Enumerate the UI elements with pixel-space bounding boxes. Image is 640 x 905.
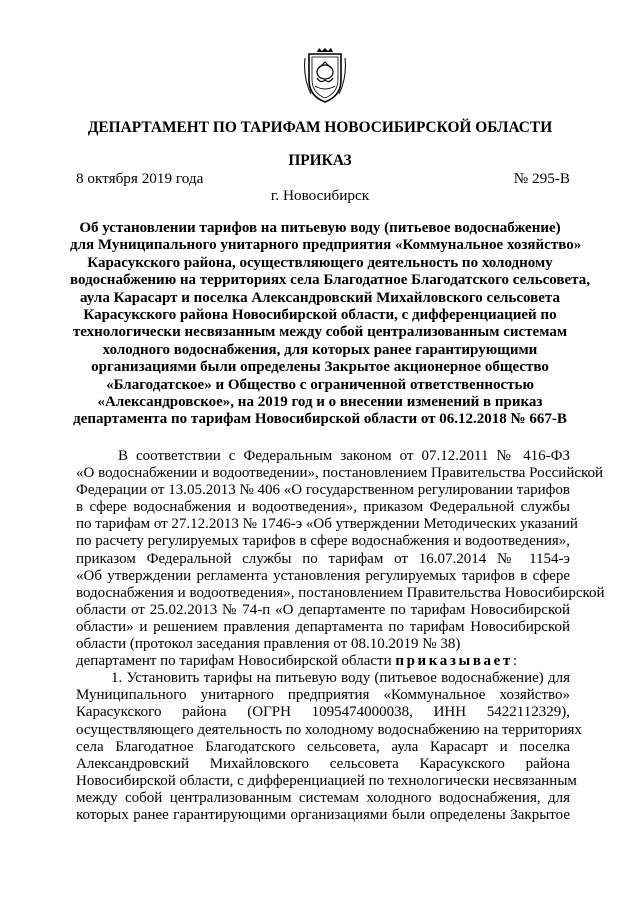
preamble-line: области (протокол заседания правления от 08.10.2019 № 38) xyxy=(76,636,461,653)
subject-line: «Благодатское» и Общество с ограниченной ответственностью xyxy=(106,376,534,393)
subject-line: холодного водоснабжения, для которых ранее гарантирующими xyxy=(102,341,538,358)
coat-of-arms-icon xyxy=(303,48,347,104)
item1-line: Карасукского района (ОГРН 1095474000038, ИНН 5422112329), xyxy=(76,704,570,721)
decree-prefix: департамент по тарифам Новосибирской области xyxy=(76,653,396,670)
decree-suffix: : xyxy=(512,653,518,670)
preamble-line: области» и решением правления департамента по тарифам Новосибирской xyxy=(76,618,570,635)
subject-line: Карасукского района Новосибирской области, с дифференциацией по xyxy=(83,307,557,324)
item1-line: которых ранее гарантирующими организациями были определены Закрытое xyxy=(76,806,570,823)
item1-line: между собой централизованным системам холодного водоснабжения, для xyxy=(76,789,570,806)
item1-line: села Благодатное Благодатского сельсовета, аула Карасарт и поселка xyxy=(76,738,570,755)
item1-line: Александровский Михайловского сельсовета Карасукского района xyxy=(76,755,570,772)
subject-line: «Александровское», на 2019 год и о внесении изменений в приказ xyxy=(97,394,543,411)
item1-line: Новосибирской области, с дифференциацией по технологически несвязанным xyxy=(76,772,577,789)
preamble-line: приказом Федеральной службы по тарифам от 16.07.2014 № 1154-э xyxy=(76,550,570,567)
preamble-line: по расчету регулируемых тарифов в сфере водоснабжения и водоотведения», xyxy=(76,533,570,550)
subject-line: департамента по тарифам Новосибирской области от 06.12.2018 № 667-В xyxy=(73,411,567,428)
subject-line: организациями были определены Закрытое акционерное общество xyxy=(91,359,549,376)
preamble-line: «О водоснабжении и водоотведении», постановлением Правительства Российской xyxy=(76,465,604,482)
subject-line: аула Карасарт и поселка Александровский Михайловского сельсовета xyxy=(80,289,560,306)
preamble-line: в сфере водоснабжения и водоотведения», приказом Федеральной службы xyxy=(76,499,570,516)
order-date: 8 октября 2019 года xyxy=(76,170,204,187)
preamble-line: области от 25.02.2013 № 74-п «О департаменте по тарифам Новосибирской xyxy=(76,601,570,618)
item1-line: осуществляющего деятельность по холодному водоснабжению на территориях xyxy=(76,721,582,738)
order-number: № 295-В xyxy=(513,170,570,187)
decree-line xyxy=(76,653,570,670)
preamble-line: В соответствии с Федеральным законом от 07.12.2011 № 416-ФЗ xyxy=(118,448,570,464)
order-subject xyxy=(70,220,590,429)
subject-line: для Муниципального унитарного предприятия «Коммунальное хозяйство» xyxy=(70,237,582,254)
item1-line: 1. Установить тарифы на питьевую воду (питьевое водоснабжение) для xyxy=(111,670,570,687)
preamble-line: по тарифам от 27.12.2013 № 1746-э «Об утверждении Методических указаний xyxy=(76,516,578,533)
decree-word: приказывает xyxy=(395,653,513,670)
preamble-line: «Об утверждении регламента установления регулируемых тарифов в сфере xyxy=(76,567,570,584)
item1-line: Муниципального унитарного предприятия «Коммунальное хозяйство» xyxy=(76,687,570,704)
subject-line: водоснабжению на территориях села Благодатное Благодатского сельсовета, xyxy=(70,272,590,289)
order-city: г. Новосибирск xyxy=(270,187,370,204)
department-title: ДЕПАРТАМЕНТ ПО ТАРИФАМ НОВОСИБИРСКОЙ ОБЛАСТИ xyxy=(87,119,553,136)
subject-line: технологически несвязанным между собой централизованным системам xyxy=(72,324,568,341)
preamble-line: водоснабжения и водоотведения», постановлением Правительства Новосибирской xyxy=(76,584,605,601)
order-title: ПРИКАЗ xyxy=(288,152,352,169)
order-body xyxy=(76,448,605,824)
subject-line: Об установлении тарифов на питьевую воду (питьевое водоснабжение) xyxy=(79,220,561,236)
subject-line: Карасукского района, осуществляющего деятельность по холодному xyxy=(87,254,553,271)
preamble-line: Федерации от 13.05.2013 № 406 «О государственном регулировании тарифов xyxy=(76,482,570,499)
